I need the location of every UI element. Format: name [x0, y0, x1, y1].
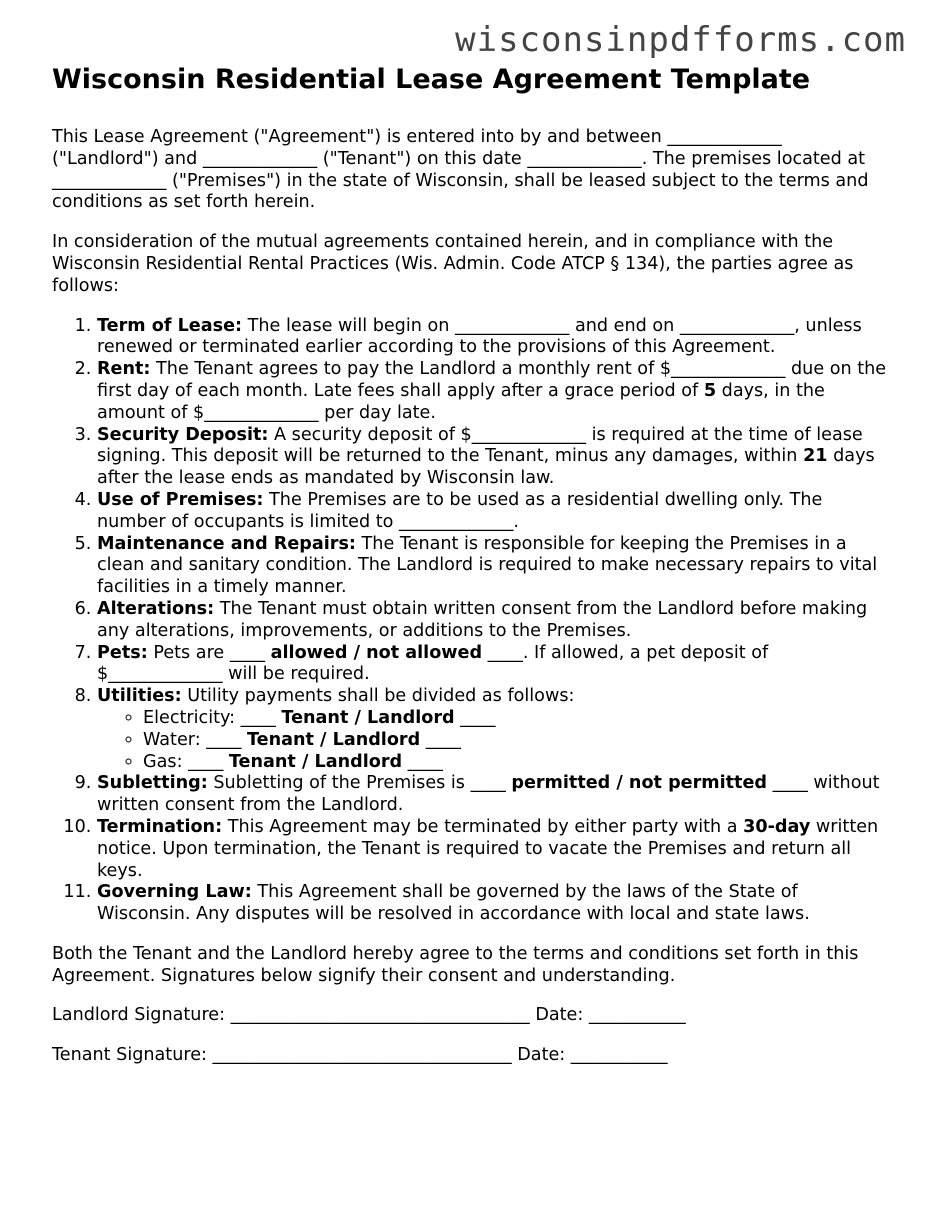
maintenance-text: The Tenant is responsible for keeping the Premises in a clean and sanitary condition. The Landlord is required to make necessary repairs to vital facilities in a timely manner. — [97, 533, 878, 598]
termination-text-tail: written notice. Upon termination, the Tenant is required to vacate the Premises and return all keys. — [97, 816, 879, 881]
governing-law-label: Governing Law: — [97, 882, 252, 903]
utilities-text: Utility payments shall be divided as follows: — [181, 686, 575, 707]
term-of-lease-item — [97, 316, 892, 360]
security-deposit-item — [97, 425, 892, 490]
term-text: The lease will begin on _____________ and end on _____________, unless renewed or terminated earlier according to the provisions of this Agreement. — [97, 315, 862, 358]
utilities-label: Utilities: — [97, 686, 182, 707]
alterations-label: Alterations: — [97, 598, 215, 619]
page-title: Wisconsin Residential Lease Agreement Template — [52, 64, 811, 95]
utility-water — [143, 730, 892, 752]
notice-period: 30-day — [743, 816, 811, 837]
maintenance-item — [97, 534, 892, 599]
terms-list — [52, 316, 892, 926]
pets-item — [97, 643, 892, 687]
utility-electricity — [143, 708, 892, 730]
termination-label: Termination: — [97, 816, 223, 837]
watermark: wisconsinpdfforms.com — [455, 20, 906, 60]
electricity-label: Electricity: ____ — [143, 707, 282, 728]
pets-text-tail: ____. If allowed, a pet deposit of $_____________ will be required. — [97, 642, 769, 685]
electricity-choice: Tenant / Landlord — [281, 707, 455, 728]
water-choice: Tenant / Landlord — [247, 729, 421, 750]
alterations-text: The Tenant must obtain written consent from the Landlord before making any alterations, improvements, or additions to the Premises. — [97, 598, 868, 641]
consideration-paragraph: In consideration of the mutual agreements contained herein, and in compliance with the Wisconsin Residential Rental Practices (Wis. Admin. Code ATCP § 134), the parties agree as follows: — [52, 232, 854, 296]
water-label: Water: ____ — [143, 729, 247, 750]
utilities-sublist — [97, 708, 892, 773]
use-text: The Premises are to be used as a residential dwelling only. The number of occupants is limited to _____________. — [97, 489, 823, 532]
deposit-label: Security Deposit: — [97, 424, 269, 445]
subletting-choice: permitted / not permitted — [511, 773, 767, 794]
tenant-signature-line[interactable]: Tenant Signature: __________________________________ Date: ___________ — [52, 1045, 668, 1066]
termination-item — [97, 817, 892, 882]
utilities-item — [97, 686, 892, 773]
rent-item — [97, 359, 892, 424]
pets-text: Pets are ____ — [147, 642, 271, 663]
rent-text-tail: days, in the amount of $_____________ per day late. — [97, 380, 825, 423]
subletting-label: Subletting: — [97, 773, 208, 794]
maintenance-label: Maintenance and Repairs: — [97, 533, 356, 554]
pets-choice: allowed / not allowed — [270, 642, 483, 663]
use-of-premises-item — [97, 490, 892, 534]
term-label: Term of Lease: — [97, 315, 243, 336]
document-page — [52, 63, 892, 1085]
gas-choice: Tenant / Landlord — [228, 751, 403, 772]
electricity-tail: ____ — [454, 707, 496, 728]
grace-days: 5 — [703, 380, 717, 401]
subletting-text: Subletting of the Premises is ____ — [207, 773, 512, 794]
deposit-text: A security deposit of $_____________ is required at the time of lease signing. This deposit will be returned to the Tenant, minus any damages, within — [97, 424, 863, 467]
governing-law-text: This Agreement shall be governed by the laws of the State of Wisconsin. Any disputes will be resolved in accordance with local and state laws. — [97, 882, 810, 925]
deposit-text-tail: days after the lease ends as mandated by Wisconsin law. — [97, 446, 875, 489]
deposit-days: 21 — [803, 446, 828, 467]
landlord-signature-line[interactable]: Landlord Signature: __________________________________ Date: ___________ — [52, 1005, 686, 1026]
gas-label: Gas: ____ — [143, 751, 229, 772]
subletting-text-tail: ____ without written consent from the Landlord. — [97, 773, 880, 816]
governing-law-item — [97, 882, 892, 926]
rent-text: The Tenant agrees to pay the Landlord a monthly rent of $_____________ due on the first day of each month. Late fees shall apply after a grace period of — [97, 359, 887, 401]
utility-gas — [143, 752, 892, 774]
termination-text: This Agreement may be terminated by either party with a — [222, 816, 744, 837]
water-tail: ____ — [420, 729, 461, 750]
closing-paragraph: Both the Tenant and the Landlord hereby agree to the terms and conditions set forth in this Agreement. Signatures below signify their consent and understanding. — [52, 943, 859, 986]
pets-label: Pets: — [97, 642, 148, 663]
subletting-item — [97, 773, 892, 817]
gas-tail: ____ — [402, 751, 443, 772]
intro-paragraph: This Lease Agreement ("Agreement") is entered into by and between _____________ ("Landlord") and _____________ ("Tenant") on this date _____________. The premises located at _____________ ("Premises") in the state of Wisconsin, shall be leased subject to the terms and conditions as set forth herein. — [52, 127, 869, 213]
rent-label: Rent: — [97, 359, 151, 380]
use-label: Use of Premises: — [97, 489, 264, 510]
alterations-item — [97, 599, 892, 643]
